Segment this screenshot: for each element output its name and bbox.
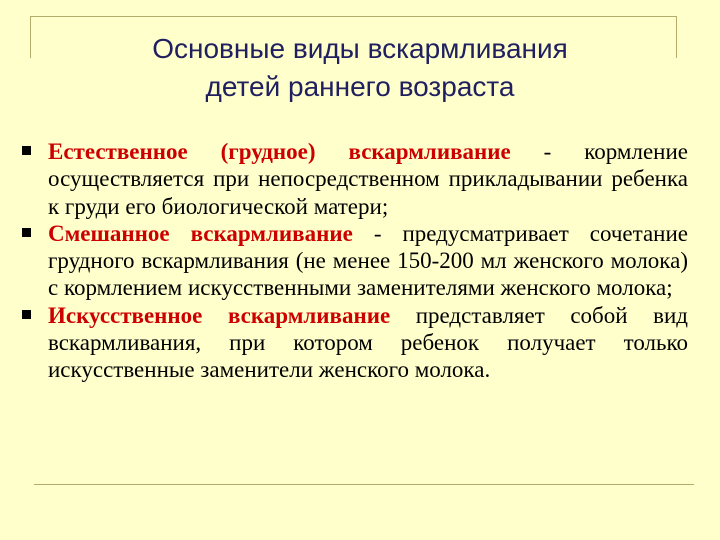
bullet-list bbox=[22, 138, 688, 384]
bullet-text: - предусматривает сочетание грудного вскармливания (не менее 150-200 мл женского молока) с кормлением искусственными заменителями женского молока; bbox=[48, 220, 689, 301]
square-bullet-icon bbox=[22, 146, 31, 155]
bullet-natural-feeding bbox=[22, 138, 688, 220]
title-line-2: детей раннего возраста bbox=[205, 71, 515, 102]
bullet-term: Искусственное вскармливание bbox=[48, 302, 391, 328]
bullet-artificial-feeding bbox=[22, 302, 688, 384]
bullet-term: Естественное (грудное) вскармливание bbox=[48, 139, 511, 164]
frame-top-line bbox=[30, 16, 676, 17]
title-line-1: Основные виды вскармливания bbox=[152, 33, 568, 64]
bullet-text: - кормление осуществляется при непосредственном прикладывании ребенка к груди его биологической матери; bbox=[48, 139, 688, 219]
frame-left-line bbox=[30, 16, 31, 58]
slide-title bbox=[60, 30, 660, 106]
bullet-term: Смешанное вскармливание bbox=[48, 220, 353, 246]
frame-right-line bbox=[676, 16, 677, 58]
bullet-mixed-feeding bbox=[22, 220, 688, 302]
bullet-text: представляет собой вид вскармливания, при котором ребенок получает только искусственные заменители женского молока. bbox=[48, 302, 688, 383]
square-bullet-icon bbox=[22, 228, 31, 237]
frame-bottom-line bbox=[34, 484, 694, 485]
square-bullet-icon bbox=[22, 310, 31, 319]
